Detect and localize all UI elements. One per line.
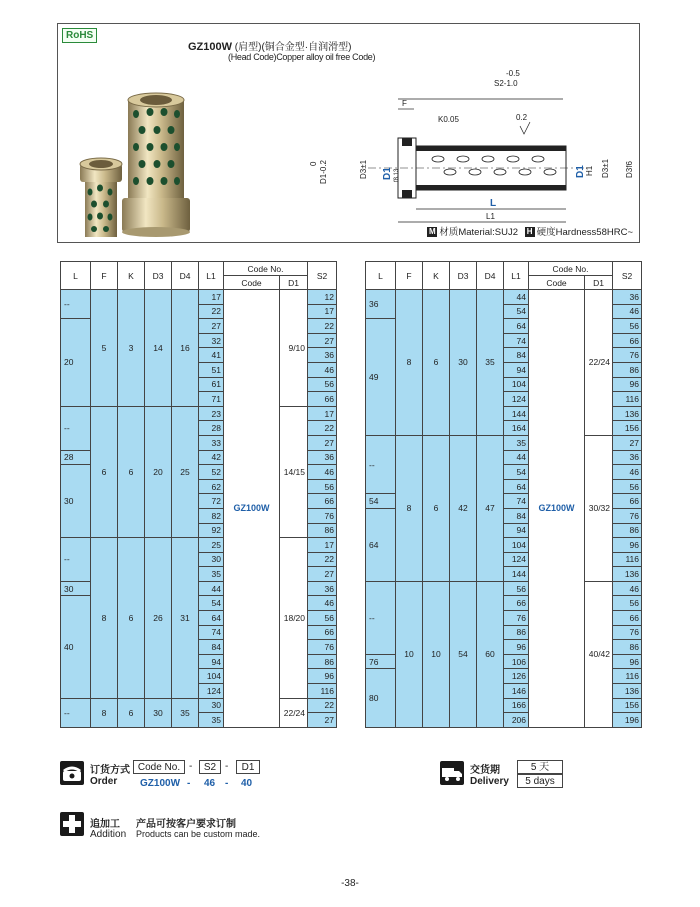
cell-l1: 54 xyxy=(504,465,529,480)
dim-l1: L1 xyxy=(486,212,495,221)
order-dash-1: - xyxy=(189,761,193,772)
col-s2: S2 xyxy=(613,262,642,290)
dim-d-zero: 0 xyxy=(309,161,318,166)
cell-s2: 196 xyxy=(613,713,642,728)
col-k: K xyxy=(118,262,145,290)
cell-s2: 46 xyxy=(308,465,337,480)
table-row xyxy=(366,581,642,596)
cell-l1: 23 xyxy=(199,406,224,421)
cell-s2: 86 xyxy=(613,640,642,655)
cell-s2: 66 xyxy=(613,611,642,626)
col-f: F xyxy=(91,262,118,290)
spec-table-left xyxy=(60,261,337,728)
cell-l1: 126 xyxy=(504,669,529,684)
cell-l1: 17 xyxy=(199,290,224,305)
cell-l: -- xyxy=(366,435,396,493)
cell-l: 49 xyxy=(366,319,396,436)
hardness-text: 硬度Hardness58HRC~ xyxy=(536,227,633,238)
cell-s2: 17 xyxy=(308,304,337,319)
material-icon: M xyxy=(428,227,436,237)
cell-l: 76 xyxy=(366,654,396,669)
dim-d-tol: D1-0.2 xyxy=(319,159,328,184)
col-d3: D3 xyxy=(145,262,172,290)
cell-s2: 86 xyxy=(308,523,337,538)
cell-s2: 76 xyxy=(613,348,642,363)
product-title-cn: (肩型)(铜合金型·自润滑型) xyxy=(234,42,352,53)
cell-l1: 35 xyxy=(199,567,224,582)
cell-s2: 66 xyxy=(613,333,642,348)
cell-d1: 9/10 xyxy=(280,290,308,407)
spec-table-right xyxy=(365,261,642,728)
order-s2-box: S2 xyxy=(199,760,221,774)
cell-l1: 42 xyxy=(199,450,224,465)
rohs-badge: RoHS xyxy=(62,28,97,43)
cell-l: 28 xyxy=(61,450,91,465)
cell-k: 6 xyxy=(423,290,450,436)
cell-s2: 46 xyxy=(613,465,642,480)
cell-d4: 31 xyxy=(172,538,199,699)
cell-d4: 16 xyxy=(172,290,199,407)
col-code: Code xyxy=(529,276,585,290)
material-hardness-line xyxy=(427,224,633,238)
col-d4: D4 xyxy=(477,262,504,290)
cell-s2: 96 xyxy=(613,538,642,553)
cell-d1: 14/15 xyxy=(280,406,308,537)
cell-l1: 144 xyxy=(504,406,529,421)
table-row xyxy=(366,290,642,305)
dim-l: L xyxy=(490,198,497,209)
cell-l: 64 xyxy=(366,508,396,581)
cell-l: 80 xyxy=(366,669,396,727)
cell-l: -- xyxy=(61,698,91,727)
cell-s2: 46 xyxy=(613,304,642,319)
cell-s2: 66 xyxy=(308,392,337,407)
cell-l1: 54 xyxy=(504,304,529,319)
hardness-icon: H xyxy=(525,227,535,237)
product-header-box xyxy=(57,23,640,243)
cell-l1: 30 xyxy=(199,698,224,713)
cell-s2: 66 xyxy=(308,625,337,640)
cell-d3: 30 xyxy=(450,290,477,436)
cell-d1: 22/24 xyxy=(280,698,308,727)
cell-f: 8 xyxy=(91,698,118,727)
cell-s2: 136 xyxy=(613,684,642,699)
cell-s2: 136 xyxy=(613,567,642,582)
cell-l1: 54 xyxy=(199,596,224,611)
cell-l1: 74 xyxy=(504,333,529,348)
dim-f: F xyxy=(402,99,407,108)
dim-s2: S2-1.0 xyxy=(494,79,518,88)
cell-d3: 54 xyxy=(450,581,477,727)
cell-s2: 27 xyxy=(613,435,642,450)
cell-l1: 104 xyxy=(504,538,529,553)
cell-l1: 104 xyxy=(199,669,224,684)
cell-d4: 25 xyxy=(172,406,199,537)
cell-l1: 84 xyxy=(199,640,224,655)
cell-l1: 166 xyxy=(504,698,529,713)
product-photo xyxy=(70,80,220,240)
cell-d4: 47 xyxy=(477,435,504,581)
cell-k: 6 xyxy=(118,698,145,727)
plus-icon xyxy=(60,812,84,836)
cell-l1: 76 xyxy=(504,611,529,626)
delivery-days-en: 5 days xyxy=(517,774,563,788)
cell-l1: 84 xyxy=(504,348,529,363)
order-code-box: Code No. xyxy=(133,760,185,774)
cell-s2: 76 xyxy=(308,640,337,655)
cell-d1: 18/20 xyxy=(280,538,308,699)
cell-k: 6 xyxy=(118,538,145,699)
cell-l1: 72 xyxy=(199,494,224,509)
addition-label-cn: 追加工 xyxy=(90,819,120,830)
col-d4: D4 xyxy=(172,262,199,290)
cell-s2: 56 xyxy=(308,479,337,494)
cell-f: 5 xyxy=(91,290,118,407)
cell-l1: 62 xyxy=(199,479,224,494)
cell-s2: 76 xyxy=(308,508,337,523)
cell-l1: 71 xyxy=(199,392,224,407)
cell-l1: 25 xyxy=(199,538,224,553)
cell-code: GZ100W xyxy=(224,290,280,728)
cell-s2: 17 xyxy=(308,406,337,421)
order-example-dash-1: - xyxy=(187,778,191,789)
order-example-dash-2: - xyxy=(225,778,229,789)
col-d3: D3 xyxy=(450,262,477,290)
cell-s2: 46 xyxy=(308,362,337,377)
order-label-en: Order xyxy=(90,776,118,787)
cell-f: 8 xyxy=(396,290,423,436)
cell-s2: 36 xyxy=(308,450,337,465)
col-code-no: Code No. xyxy=(224,262,308,276)
cell-l1: 124 xyxy=(504,552,529,567)
cell-l1: 92 xyxy=(199,523,224,538)
cell-d3: 20 xyxy=(145,406,172,537)
order-dash-2: - xyxy=(225,761,229,772)
cell-s2: 86 xyxy=(613,523,642,538)
cell-d3: 42 xyxy=(450,435,477,581)
cell-s2: 66 xyxy=(613,494,642,509)
cell-d1: 30/32 xyxy=(585,435,613,581)
cell-l1: 35 xyxy=(504,435,529,450)
cell-l1: 33 xyxy=(199,435,224,450)
cell-l: 40 xyxy=(61,596,91,698)
cell-s2: 116 xyxy=(308,684,337,699)
spec-table-right-body xyxy=(366,290,642,728)
cell-l: -- xyxy=(61,538,91,582)
cell-s2: 56 xyxy=(308,377,337,392)
delivery-label-en: Delivery xyxy=(470,776,509,787)
cell-s2: 36 xyxy=(613,450,642,465)
cell-s2: 56 xyxy=(613,596,642,611)
cell-code: GZ100W xyxy=(529,290,585,728)
col-d1: D1 xyxy=(280,276,308,290)
cell-l1: 206 xyxy=(504,713,529,728)
cell-s2: 96 xyxy=(613,377,642,392)
cell-l1: 86 xyxy=(504,625,529,640)
cell-s2: 36 xyxy=(308,348,337,363)
col-code-no: Code No. xyxy=(529,262,613,276)
cell-d3: 30 xyxy=(145,698,172,727)
cell-l1: 94 xyxy=(504,523,529,538)
cell-l1: 64 xyxy=(504,319,529,334)
order-example-code: GZ100W xyxy=(140,778,181,789)
cell-l1: 56 xyxy=(504,581,529,596)
col-l: L xyxy=(366,262,396,290)
cell-f: 8 xyxy=(396,435,423,581)
order-d1-box: D1 xyxy=(236,760,260,774)
technical-drawing xyxy=(298,64,638,224)
cell-s2: 136 xyxy=(613,406,642,421)
cell-l1: 41 xyxy=(199,348,224,363)
cell-l1: 74 xyxy=(504,494,529,509)
cell-d3: 14 xyxy=(145,290,172,407)
col-f: F xyxy=(396,262,423,290)
cell-f: 6 xyxy=(91,406,118,537)
cell-l1: 44 xyxy=(504,290,529,305)
cell-l1: 64 xyxy=(504,479,529,494)
col-k: K xyxy=(423,262,450,290)
dim-d1-tol: f8.13 xyxy=(394,168,400,182)
dim-d1: D1 xyxy=(382,167,393,180)
cell-s2: 76 xyxy=(613,508,642,523)
cell-s2: 56 xyxy=(308,611,337,626)
cell-d4: 60 xyxy=(477,581,504,727)
table-row xyxy=(61,698,337,713)
cell-l1: 61 xyxy=(199,377,224,392)
cell-l1: 82 xyxy=(199,508,224,523)
order-label-cn: 订货方式 xyxy=(90,765,130,776)
dim-d1-right: D1 xyxy=(575,165,586,178)
cell-l1: 146 xyxy=(504,684,529,699)
dim-d3: D3±1 xyxy=(359,159,368,179)
cell-l1: 27 xyxy=(199,319,224,334)
cell-d4: 35 xyxy=(477,290,504,436)
cell-s2: 46 xyxy=(308,596,337,611)
cell-l: 54 xyxy=(366,494,396,509)
addition-text-en: Products can be custom made. xyxy=(136,829,261,839)
cell-l1: 35 xyxy=(199,713,224,728)
cell-s2: 22 xyxy=(308,698,337,713)
dim-d3-right: D3±1 xyxy=(601,158,610,178)
cell-l1: 94 xyxy=(504,362,529,377)
cell-l: -- xyxy=(366,581,396,654)
cell-s2: 36 xyxy=(308,581,337,596)
dim-d3f6: D3f6 xyxy=(625,161,634,178)
table-row xyxy=(61,538,337,553)
table-row xyxy=(366,435,642,450)
page-number: -38- xyxy=(341,878,359,889)
cell-l1: 124 xyxy=(199,684,224,699)
col-l1: L1 xyxy=(199,262,224,290)
addition-text-cn: 产品可按客户要求订制 xyxy=(136,819,236,830)
cell-l: 30 xyxy=(61,581,91,596)
cell-l1: 106 xyxy=(504,654,529,669)
cell-l: 30 xyxy=(61,465,91,538)
cell-s2: 116 xyxy=(613,669,642,684)
roughness-mark: 0.2 xyxy=(516,113,528,122)
cell-l: 20 xyxy=(61,319,91,407)
cell-l1: 64 xyxy=(199,611,224,626)
cell-l1: 44 xyxy=(504,450,529,465)
addition-label-en: Addition xyxy=(90,829,127,840)
cell-f: 10 xyxy=(396,581,423,727)
delivery-days-cn: 5 天 xyxy=(517,760,563,774)
cell-l1: 30 xyxy=(199,552,224,567)
cell-l1: 84 xyxy=(504,508,529,523)
cell-l1: 144 xyxy=(504,567,529,582)
cell-s2: 76 xyxy=(613,625,642,640)
cell-s2: 27 xyxy=(308,333,337,348)
dim-tol-minus: -0.5 xyxy=(506,69,520,78)
cell-l1: 74 xyxy=(199,625,224,640)
cell-k: 6 xyxy=(118,406,145,537)
truck-icon xyxy=(440,761,464,785)
cell-s2: 12 xyxy=(308,290,337,305)
order-example-d1: 40 xyxy=(241,778,253,789)
cell-s2: 56 xyxy=(613,319,642,334)
table-row xyxy=(61,406,337,421)
cell-s2: 156 xyxy=(613,698,642,713)
cell-s2: 56 xyxy=(613,479,642,494)
cell-s2: 17 xyxy=(308,538,337,553)
col-s2: S2 xyxy=(308,262,337,290)
cell-l1: 52 xyxy=(199,465,224,480)
product-subtitle: (Head Code)Copper alloy oil free Code) xyxy=(228,52,376,62)
cell-l1: 44 xyxy=(199,581,224,596)
cell-d4: 35 xyxy=(172,698,199,727)
table-row xyxy=(61,290,337,305)
cell-l1: 104 xyxy=(504,377,529,392)
cell-s2: 36 xyxy=(613,290,642,305)
cell-s2: 96 xyxy=(308,669,337,684)
cell-l: -- xyxy=(61,290,91,319)
cell-s2: 156 xyxy=(613,421,642,436)
material-text: 材质Material:SUJ2 xyxy=(439,227,518,238)
cell-f: 8 xyxy=(91,538,118,699)
col-code: Code xyxy=(224,276,280,290)
cell-l1: 66 xyxy=(504,596,529,611)
cell-k: 10 xyxy=(423,581,450,727)
cell-s2: 116 xyxy=(613,392,642,407)
cell-s2: 27 xyxy=(308,435,337,450)
order-example-s2: 46 xyxy=(204,778,216,789)
cell-s2: 66 xyxy=(308,494,337,509)
col-l1: L1 xyxy=(504,262,529,290)
cell-l1: 124 xyxy=(504,392,529,407)
cell-k: 6 xyxy=(423,435,450,581)
cell-l1: 164 xyxy=(504,421,529,436)
cell-l1: 28 xyxy=(199,421,224,436)
product-title xyxy=(188,38,351,53)
dim-k: K0.05 xyxy=(438,115,459,124)
cell-s2: 116 xyxy=(613,552,642,567)
cell-s2: 22 xyxy=(308,421,337,436)
cell-l1: 51 xyxy=(199,362,224,377)
cell-d3: 26 xyxy=(145,538,172,699)
cell-l1: 22 xyxy=(199,304,224,319)
col-d1: D1 xyxy=(585,276,613,290)
cell-l1: 96 xyxy=(504,640,529,655)
cell-l1: 32 xyxy=(199,333,224,348)
cell-s2: 86 xyxy=(613,362,642,377)
cell-s2: 96 xyxy=(613,654,642,669)
cell-d1: 40/42 xyxy=(585,581,613,727)
cell-k: 3 xyxy=(118,290,145,407)
cell-l1: 94 xyxy=(199,654,224,669)
cell-s2: 86 xyxy=(308,654,337,669)
cell-s2: 22 xyxy=(308,552,337,567)
delivery-label-cn: 交货期 xyxy=(470,765,500,776)
cell-l: -- xyxy=(61,406,91,450)
cell-s2: 27 xyxy=(308,567,337,582)
spec-table-left-body xyxy=(61,290,337,728)
cell-d1: 22/24 xyxy=(585,290,613,436)
product-code: GZ100W xyxy=(188,41,233,53)
col-l: L xyxy=(61,262,91,290)
cell-s2: 46 xyxy=(613,581,642,596)
cell-l: 36 xyxy=(366,290,396,319)
phone-icon xyxy=(60,761,84,785)
cell-s2: 27 xyxy=(308,713,337,728)
cell-s2: 22 xyxy=(308,319,337,334)
dim-h1: H1 xyxy=(585,165,594,176)
